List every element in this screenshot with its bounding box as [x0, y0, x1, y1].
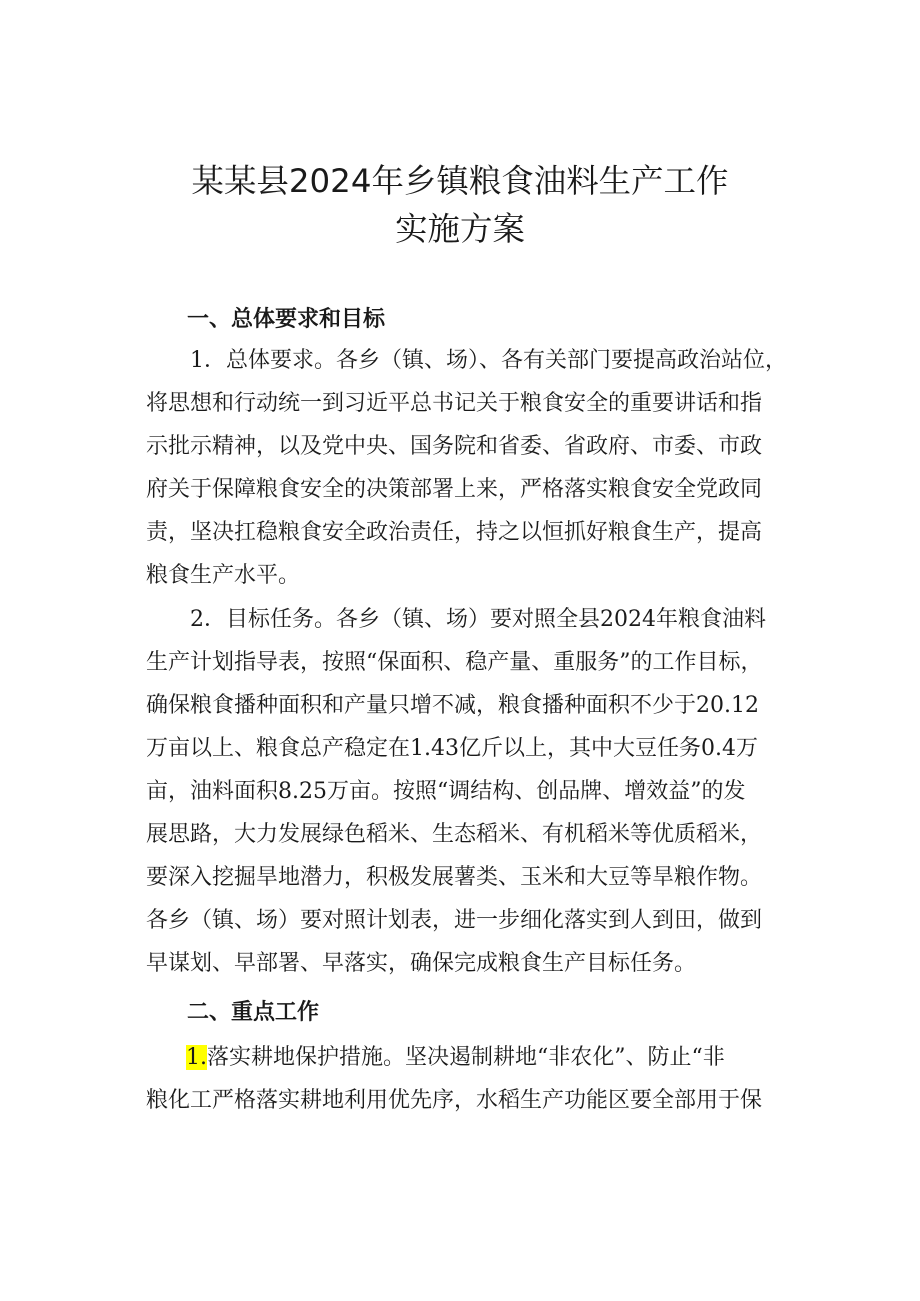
paragraph-2-line-6: 展思路，大力发展绿色稻米、生态稻米、有机稻米等优质稻米，: [146, 822, 763, 847]
paragraph-1-line-6: 粮食生产水平。: [146, 563, 301, 588]
paragraph-1-line-5: 责，坚决扛稳粮食安全政治责任，持之以恒抓好粮食生产，提高: [146, 520, 763, 545]
highlighted-item-number: 1.: [186, 1045, 207, 1070]
paragraph-1-line-4: 府关于保障粮食安全的决策部署上来，严格落实粮食安全党政同: [146, 477, 763, 502]
document-title-line-2: 实施方案: [395, 210, 525, 248]
document-title-line-1: 某某县2024年乡镇粮食油料生产工作: [191, 162, 729, 200]
paragraph-3-line-1-text: 落实耕地保护措施。坚决遏制耕地“非农化”、防止“非: [207, 1045, 725, 1070]
section-heading-1: 一、总体要求和目标: [187, 307, 386, 332]
paragraph-2-line-9: 早谋划、早部署、早落实，确保完成粮食生产目标任务。: [146, 951, 697, 976]
paragraph-1-line-2: 将思想和行动统一到习近平总书记关于粮食安全的重要讲话和指: [146, 391, 763, 416]
paragraph-2-line-7: 要深入挖掘旱地潜力，积极发展薯类、玉米和大豆等旱粮作物。: [146, 865, 763, 890]
paragraph-1-line-1: 1．总体要求。各乡（镇、场）、各有关部门要提高政治站位，: [190, 348, 787, 373]
paragraph-2-line-2: 生产计划指导表，按照“保面积、稳产量、重服务”的工作目标，: [146, 650, 763, 675]
paragraph-2-line-1: 2．目标任务。各乡（镇、场）要对照全县2024年粮食油料: [190, 607, 766, 632]
paragraph-2-line-8: 各乡（镇、场）要对照计划表，进一步细化落实到人到田，做到: [146, 908, 763, 933]
paragraph-2-line-4: 万亩以上、粮食总产稳定在1.43亿斤以上，其中大豆任务0.4万: [146, 736, 758, 761]
paragraph-3-line-1: [186, 1040, 725, 1071]
paragraph-2-line-5: 亩，油料面积8.25万亩。按照“调结构、创品牌、增效益”的发: [146, 779, 746, 804]
paragraph-3-line-2: 粮化工严格落实耕地利用优先序，水稻生产功能区要全部用于保: [146, 1088, 763, 1113]
paragraph-1-line-3: 示批示精神，以及党中央、国务院和省委、省政府、市委、市政: [146, 434, 763, 459]
paragraph-2-line-3: 确保粮食播种面积和产量只增不减，粮食播种面积不少于20.12: [146, 693, 759, 718]
section-heading-2: 二、重点工作: [187, 1000, 320, 1025]
